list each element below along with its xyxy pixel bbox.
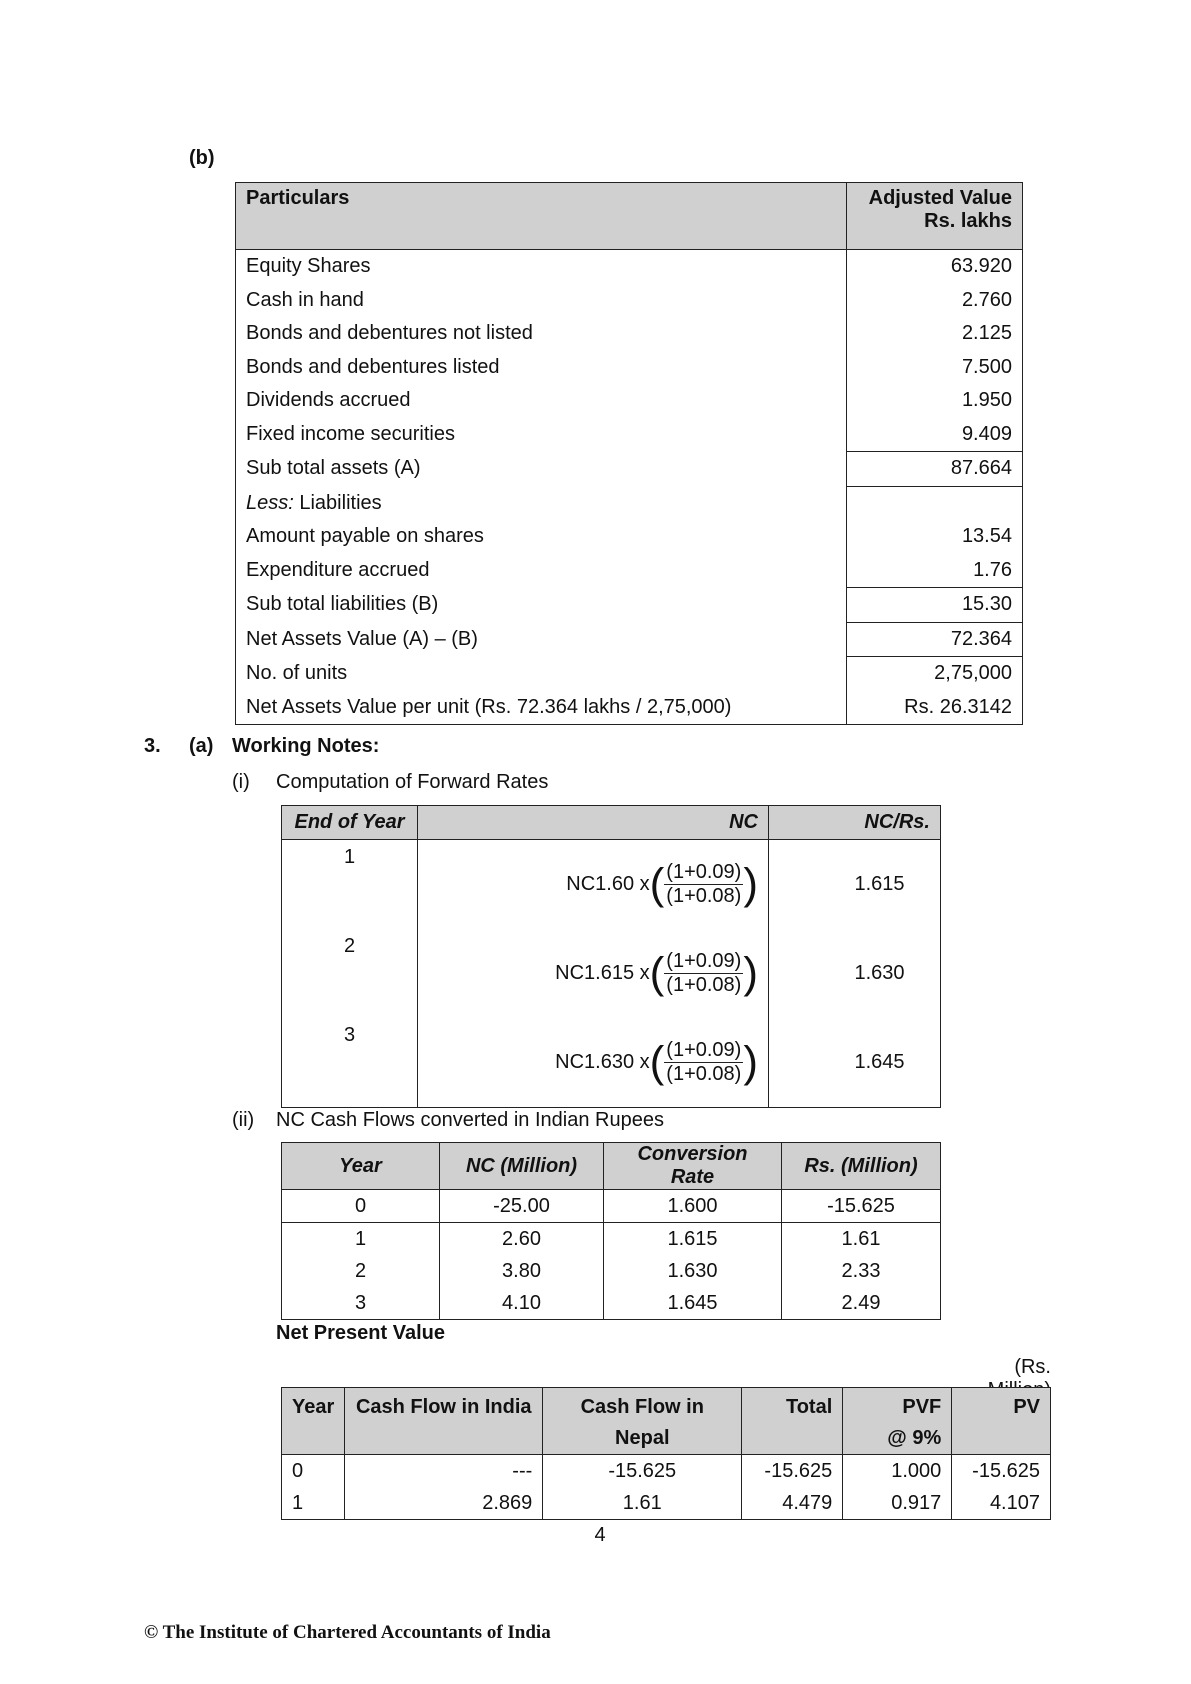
nc-cell: 2.60 <box>440 1223 604 1256</box>
nepal-cell: 1.61 <box>543 1487 742 1520</box>
row-value: 63.920 <box>950 255 1012 278</box>
row-label: Cash in hand <box>236 284 847 318</box>
section-b-label: (b) <box>189 147 215 169</box>
total-header: Total <box>742 1388 843 1455</box>
footer-copyright: © The Institute of Chartered Accountants of India <box>144 1622 551 1643</box>
rs-cell: 2.49 <box>782 1287 941 1320</box>
india-cell: 2.869 <box>345 1487 543 1520</box>
row-value: 1.950 <box>961 389 1012 412</box>
pv-cell: 4.107 <box>952 1487 1051 1520</box>
row-label: Expenditure accrued <box>236 554 847 588</box>
nc-formula: NC1.60 x( $\frac{(1+0.09)}{(1+0.08)}$ ) <box>418 840 769 930</box>
row-label: Bonds and debentures not listed <box>236 317 847 351</box>
fraction: $\frac{(1+0.09)}{(1+0.08)}$ <box>666 950 742 996</box>
row-label: Sub total liabilities (B) <box>236 588 847 623</box>
fraction: $\frac{(1+0.09)}{(1+0.08)}$ <box>666 861 742 907</box>
nc-cell: -25.00 <box>440 1190 604 1223</box>
total-cell: -15.625 <box>742 1455 843 1488</box>
nc-formula: NC1.615 x( $\frac{(1+0.09)}{(1+0.08)}$ ) <box>418 929 769 1018</box>
row-value: 15.30 <box>847 588 1023 623</box>
pv-cell: -15.625 <box>952 1455 1051 1488</box>
year-cell: 1 <box>282 840 418 930</box>
rate-cell: 1.645 <box>769 1018 941 1108</box>
particulars-header: Particulars <box>236 183 847 250</box>
row-value: 87.664 <box>847 452 1023 487</box>
nc-cell: 4.10 <box>440 1287 604 1320</box>
nepal-cell: -15.625 <box>543 1455 742 1488</box>
cash-flows-table <box>281 1142 941 1320</box>
forward-rates-number: (i) <box>232 771 250 793</box>
row-label: Sub total assets (A) <box>236 452 847 487</box>
adjusted-value-header: Adjusted Value Rs. lakhs <box>847 183 1023 250</box>
rs-million-header: Rs. (Million) <box>782 1143 941 1190</box>
row-value: 13.54 <box>961 525 1012 548</box>
row-value: 7.500 <box>961 355 1012 378</box>
rate-cell: 1.615 <box>769 840 941 930</box>
year-cell: 2 <box>282 1255 440 1287</box>
cash-flows-title: NC Cash Flows converted in Indian Rupees <box>276 1109 664 1131</box>
row-label: Net Assets Value per unit (Rs. 72.364 lakhs / 2,75,000) <box>236 691 847 725</box>
end-of-year-header: End of Year <box>282 806 418 840</box>
row-value: 2.125 <box>961 322 1012 345</box>
row-label: Amount payable on shares <box>236 520 847 554</box>
row-label: Dividends accrued <box>236 384 847 418</box>
pvf-cell: 0.917 <box>843 1487 952 1520</box>
pvf-cell: 1.000 <box>843 1455 952 1488</box>
row-label: Equity Shares <box>236 250 847 284</box>
rs-cell: 1.61 <box>782 1223 941 1256</box>
rs-cell: -15.625 <box>782 1190 941 1223</box>
adjusted-value-table <box>235 182 1023 725</box>
row-value: 1.76 <box>973 558 1012 581</box>
row-value: 2.760 <box>961 288 1012 311</box>
cash-flows-number: (ii) <box>232 1109 255 1131</box>
rate-cell: 1.600 <box>604 1190 782 1223</box>
pv-header: PV <box>952 1388 1051 1455</box>
forward-rates-title: Computation of Forward Rates <box>276 771 549 793</box>
year-header: Year <box>282 1388 345 1455</box>
india-cell: --- <box>345 1455 543 1488</box>
npv-unit: (Rs. <box>1014 1356 1051 1378</box>
conversion-rate-header: Conversion Rate <box>604 1143 782 1190</box>
rs-cell: 2.33 <box>782 1255 941 1287</box>
fraction: $\frac{(1+0.09)}{(1+0.08)}$ <box>666 1039 742 1085</box>
rate-cell: 1.645 <box>604 1287 782 1320</box>
year-cell: 0 <box>282 1190 440 1223</box>
nc-cell: 3.80 <box>440 1255 604 1287</box>
nc-header: NC <box>418 806 769 840</box>
row-label: Net Assets Value (A) – (B) <box>236 622 847 657</box>
year-cell: 1 <box>282 1487 345 1520</box>
rate-cell: 1.630 <box>604 1255 782 1287</box>
total-cell: 4.479 <box>742 1487 843 1520</box>
rate-cell: 1.615 <box>604 1223 782 1256</box>
working-notes-title: Working Notes: <box>232 735 380 757</box>
row-label: Bonds and debentures listed <box>236 351 847 385</box>
cash-flow-india-header: Cash Flow in India <box>345 1388 543 1455</box>
row-value: 72.364 <box>847 622 1023 657</box>
npv-title: Net Present Value <box>276 1322 445 1344</box>
cash-flow-nepal-header: Cash Flow in Nepal <box>543 1388 742 1455</box>
row-label: Fixed income securities <box>236 418 847 452</box>
rate-cell: 1.630 <box>769 929 941 1018</box>
page-number: 4 <box>594 1524 606 1546</box>
year-cell: 3 <box>282 1018 418 1108</box>
nc-formula: NC1.630 x( $\frac{(1+0.09)}{(1+0.08)}$ ) <box>418 1018 769 1108</box>
row-value: 9.409 <box>961 422 1012 445</box>
forward-rates-table <box>281 805 941 1108</box>
npv-table <box>281 1387 1051 1520</box>
pvf-header: PVF @ 9% <box>843 1388 952 1455</box>
row-value: 2,75,000 <box>847 657 1023 691</box>
year-header: Year <box>282 1143 440 1190</box>
nc-rs-header: NC/Rs. <box>769 806 941 840</box>
year-cell: 3 <box>282 1287 440 1320</box>
nc-million-header: NC (Million) <box>440 1143 604 1190</box>
row-value: Rs. 26.3142 <box>904 695 1012 718</box>
question-part: (a) <box>189 735 214 757</box>
year-cell: 2 <box>282 929 418 1018</box>
year-cell: 1 <box>282 1223 440 1256</box>
row-label: Less: Liabilities <box>236 486 847 520</box>
row-value <box>847 486 1023 520</box>
question-number: 3. <box>144 735 161 757</box>
year-cell: 0 <box>282 1455 345 1488</box>
row-label: No. of units <box>236 657 847 691</box>
